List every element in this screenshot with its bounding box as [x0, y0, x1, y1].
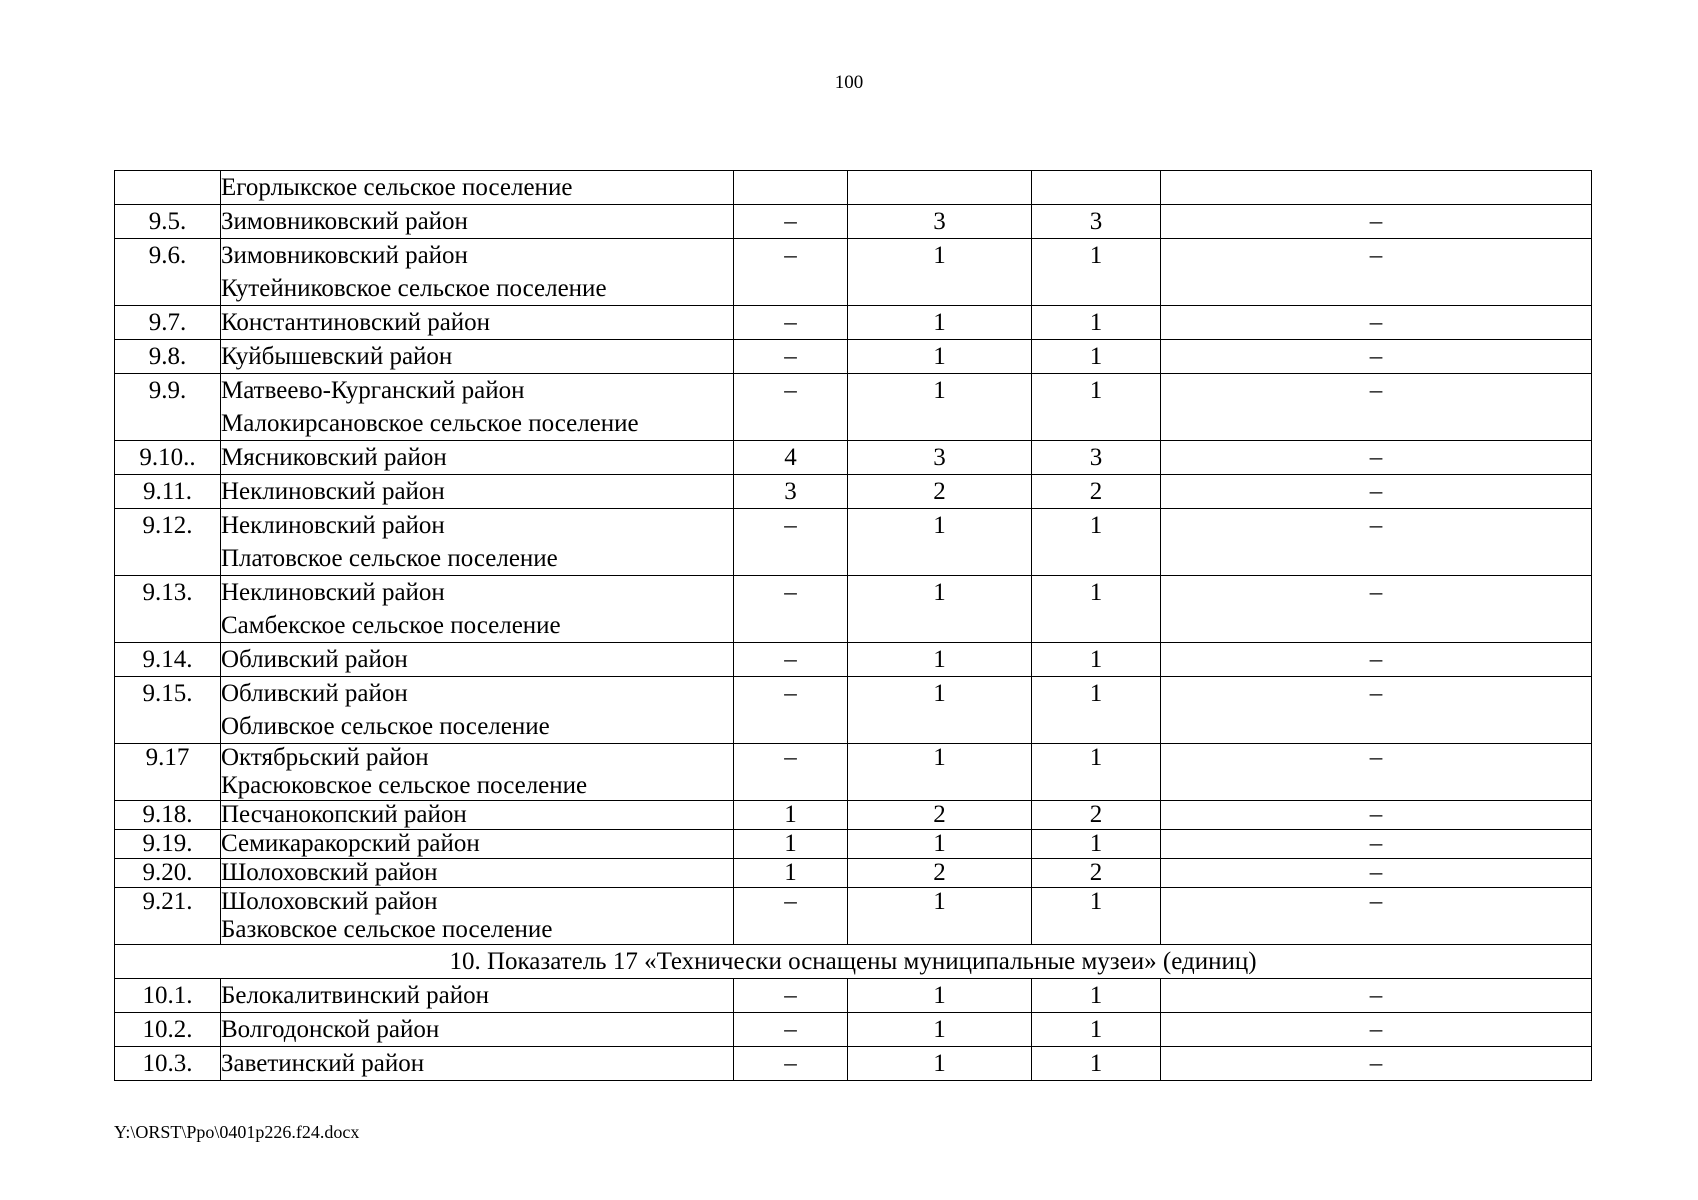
territory-name-line: Зимовниковский район — [221, 208, 468, 235]
value-cell-4: – — [1161, 374, 1592, 441]
value-cell-3: 1 — [1032, 509, 1161, 576]
value-cell-2: 1 — [848, 1013, 1032, 1047]
value-cell-2: 1 — [848, 340, 1032, 374]
row-number: 9.13. — [115, 576, 221, 643]
territory-name-line: Октябрьский район — [221, 744, 429, 771]
value-cell-1: – — [734, 340, 848, 374]
value-cell-3: 1 — [1032, 830, 1161, 859]
value-cell-2: 1 — [848, 576, 1032, 643]
value-cell-2: 2 — [848, 475, 1032, 509]
row-number: 9.18. — [115, 801, 221, 830]
row-number: 9.21. — [115, 888, 221, 945]
table-row — [115, 979, 1592, 1013]
territory-name-cell — [221, 801, 734, 830]
value-cell-2: 2 — [848, 859, 1032, 888]
territory-name-line: Белокалитвинский район — [221, 982, 489, 1009]
territory-name-line: Егорлыкское сельское поселение — [221, 174, 573, 201]
territory-name-line: Неклиновский район — [221, 478, 445, 505]
territory-name-cell — [221, 205, 734, 239]
value-cell-3: 3 — [1032, 205, 1161, 239]
table-row — [115, 888, 1592, 945]
row-number: 9.19. — [115, 830, 221, 859]
value-cell-3: 1 — [1032, 306, 1161, 340]
value-cell-1: 4 — [734, 441, 848, 475]
value-cell-1: – — [734, 744, 848, 801]
territory-name-line: Шолоховский район — [221, 888, 438, 915]
territory-name-cell — [221, 171, 734, 205]
territory-name-cell — [221, 340, 734, 374]
value-cell-2: 3 — [848, 441, 1032, 475]
territory-name-cell — [221, 475, 734, 509]
value-cell-1: – — [734, 239, 848, 306]
value-cell-4 — [1161, 171, 1592, 205]
territory-name-line: Песчанокопский район — [221, 801, 467, 828]
territory-name-cell — [221, 1047, 734, 1081]
table-row — [115, 340, 1592, 374]
value-cell-1 — [734, 171, 848, 205]
territory-name-line: Константиновский район — [221, 309, 491, 336]
territory-name-line: Самбекское сельское поселение — [221, 612, 561, 639]
value-cell-1: 1 — [734, 830, 848, 859]
value-cell-1: 1 — [734, 801, 848, 830]
value-cell-1: – — [734, 509, 848, 576]
value-cell-2: 1 — [848, 239, 1032, 306]
territory-name-line: Обливское сельское поселение — [221, 713, 550, 740]
value-cell-2: 1 — [848, 830, 1032, 859]
table-row — [115, 239, 1592, 306]
row-number: 9.15. — [115, 677, 221, 744]
value-cell-1: – — [734, 677, 848, 744]
value-cell-4: – — [1161, 643, 1592, 677]
indicator-table — [114, 170, 1592, 1081]
value-cell-4: – — [1161, 1047, 1592, 1081]
value-cell-3: 1 — [1032, 374, 1161, 441]
row-number: 9.10.. — [115, 441, 221, 475]
value-cell-4: – — [1161, 1013, 1592, 1047]
value-cell-2: 1 — [848, 677, 1032, 744]
row-number: 9.12. — [115, 509, 221, 576]
table-row — [115, 643, 1592, 677]
row-number: 10.3. — [115, 1047, 221, 1081]
territory-name-line: Мясниковский район — [221, 444, 447, 471]
table-row — [115, 677, 1592, 744]
territory-name-cell — [221, 576, 734, 643]
value-cell-3: 1 — [1032, 979, 1161, 1013]
value-cell-1: – — [734, 374, 848, 441]
value-cell-4: – — [1161, 441, 1592, 475]
row-number: 9.9. — [115, 374, 221, 441]
value-cell-4: – — [1161, 979, 1592, 1013]
value-cell-4: – — [1161, 475, 1592, 509]
value-cell-1: – — [734, 643, 848, 677]
territory-name-cell — [221, 306, 734, 340]
value-cell-1: – — [734, 1047, 848, 1081]
row-number: 9.14. — [115, 643, 221, 677]
table-row — [115, 744, 1592, 801]
value-cell-4: – — [1161, 859, 1592, 888]
value-cell-1: – — [734, 576, 848, 643]
table-row — [115, 306, 1592, 340]
row-number: 9.17 — [115, 744, 221, 801]
value-cell-4: – — [1161, 576, 1592, 643]
territory-name-line: Базковское сельское поселение — [221, 916, 553, 943]
value-cell-3: 1 — [1032, 1013, 1161, 1047]
value-cell-4: – — [1161, 306, 1592, 340]
value-cell-1: – — [734, 979, 848, 1013]
territory-name-cell — [221, 979, 734, 1013]
territory-name-line: Неклиновский район — [221, 579, 445, 606]
value-cell-3: 1 — [1032, 888, 1161, 945]
table-row — [115, 374, 1592, 441]
row-number: 9.20. — [115, 859, 221, 888]
value-cell-1: – — [734, 205, 848, 239]
value-cell-4: – — [1161, 801, 1592, 830]
row-number: 10.2. — [115, 1013, 221, 1047]
territory-name-line: Зимовниковский район — [221, 242, 468, 269]
table-row — [115, 171, 1592, 205]
territory-name-line: Шолоховский район — [221, 859, 438, 886]
section-header-row — [115, 945, 1592, 979]
territory-name-line: Обливский район — [221, 680, 408, 707]
value-cell-3: 1 — [1032, 576, 1161, 643]
territory-name-cell — [221, 744, 734, 801]
row-number: 9.6. — [115, 239, 221, 306]
value-cell-4: – — [1161, 888, 1592, 945]
footer-file-path: Y:\ORST\Ppo\0401p226.f24.docx — [114, 1122, 360, 1142]
value-cell-3: 1 — [1032, 744, 1161, 801]
territory-name-line: Заветинский район — [221, 1050, 425, 1077]
territory-name-line: Куйбышевский район — [221, 343, 453, 370]
territory-name-line: Кутейниковское сельское поселение — [221, 275, 607, 302]
value-cell-3: 3 — [1032, 441, 1161, 475]
table-row — [115, 509, 1592, 576]
territory-name-cell — [221, 677, 734, 744]
territory-name-cell — [221, 859, 734, 888]
value-cell-3: 2 — [1032, 801, 1161, 830]
value-cell-2: 1 — [848, 979, 1032, 1013]
table-body — [115, 171, 1592, 1081]
value-cell-2: 1 — [848, 744, 1032, 801]
row-number: 10.1. — [115, 979, 221, 1013]
value-cell-3: 1 — [1032, 1047, 1161, 1081]
territory-name-line: Волгодонской район — [221, 1016, 440, 1043]
territory-name-cell — [221, 441, 734, 475]
value-cell-4: – — [1161, 677, 1592, 744]
value-cell-3: 1 — [1032, 340, 1161, 374]
value-cell-1: 1 — [734, 859, 848, 888]
territory-name-cell — [221, 239, 734, 306]
territory-name-line: Матвеево-Курганский район — [221, 377, 525, 404]
territory-name-cell — [221, 509, 734, 576]
value-cell-2: 1 — [848, 888, 1032, 945]
value-cell-3: 1 — [1032, 239, 1161, 306]
territory-name-line: Неклиновский район — [221, 512, 445, 539]
value-cell-4: – — [1161, 239, 1592, 306]
table-row — [115, 830, 1592, 859]
territory-name-cell — [221, 374, 734, 441]
table-row — [115, 576, 1592, 643]
territory-name-cell — [221, 830, 734, 859]
table-row — [115, 859, 1592, 888]
value-cell-4: – — [1161, 340, 1592, 374]
territory-name-cell — [221, 1013, 734, 1047]
row-number: 9.8. — [115, 340, 221, 374]
table-row — [115, 205, 1592, 239]
value-cell-1: – — [734, 1013, 848, 1047]
value-cell-3: 2 — [1032, 859, 1161, 888]
table-row — [115, 1047, 1592, 1081]
table-row — [115, 475, 1592, 509]
value-cell-2: 1 — [848, 509, 1032, 576]
value-cell-2 — [848, 171, 1032, 205]
row-number: 9.7. — [115, 306, 221, 340]
value-cell-1: – — [734, 888, 848, 945]
territory-name-line: Платовское сельское поселение — [221, 545, 558, 572]
value-cell-2: 3 — [848, 205, 1032, 239]
value-cell-1: – — [734, 306, 848, 340]
page-number: 100 — [834, 72, 864, 93]
value-cell-2: 1 — [848, 643, 1032, 677]
value-cell-4: – — [1161, 509, 1592, 576]
value-cell-2: 2 — [848, 801, 1032, 830]
row-number — [115, 171, 221, 205]
territory-name-cell — [221, 888, 734, 945]
section-title: 10. Показатель 17 «Технически оснащены муниципальные музеи» (единиц) — [115, 945, 1592, 979]
value-cell-4: – — [1161, 744, 1592, 801]
value-cell-3: 1 — [1032, 677, 1161, 744]
value-cell-3 — [1032, 171, 1161, 205]
territory-name-line: Малокирсановское сельское поселение — [221, 410, 639, 437]
territory-name-line: Семикаракорский район — [221, 830, 480, 857]
value-cell-3: 2 — [1032, 475, 1161, 509]
row-number: 9.5. — [115, 205, 221, 239]
table-row — [115, 1013, 1592, 1047]
row-number: 9.11. — [115, 475, 221, 509]
territory-name-cell — [221, 643, 734, 677]
value-cell-2: 1 — [848, 374, 1032, 441]
value-cell-4: – — [1161, 205, 1592, 239]
table-row — [115, 801, 1592, 830]
value-cell-2: 1 — [848, 1047, 1032, 1081]
territory-name-line: Красюковское сельское поселение — [221, 772, 588, 799]
value-cell-1: 3 — [734, 475, 848, 509]
territory-name-line: Обливский район — [221, 646, 408, 673]
table-row — [115, 441, 1592, 475]
value-cell-3: 1 — [1032, 643, 1161, 677]
value-cell-4: – — [1161, 830, 1592, 859]
value-cell-2: 1 — [848, 306, 1032, 340]
